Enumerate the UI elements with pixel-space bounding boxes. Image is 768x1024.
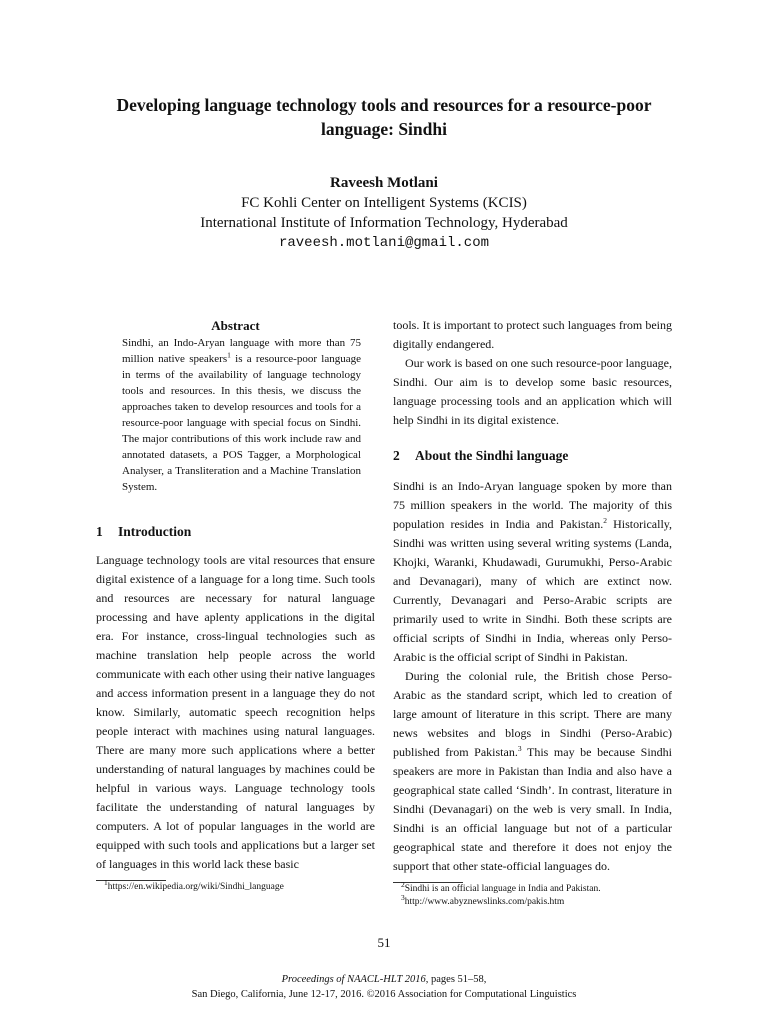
- abstract-text-part-2: is a resource-poor language in terms of the availability of language technology tools and resources. In this thesis, we discuss the approaches taken to develop resources and tools for a resource-poor language with special focus on Sindhi. The major contributions of this work include raw and annotated datasets, a POS Tagger, a Morphological Analyser, a Transliteration and a Machine Translation System.: [122, 353, 361, 493]
- abstract-text-part-1: Sindhi, an Indo-Aryan language with more than 75 million native speakers: [122, 337, 361, 365]
- author-block: [90, 173, 678, 253]
- section-number: 2: [393, 448, 400, 463]
- section-heading-introduction: [96, 522, 375, 541]
- page-number: 51: [377, 935, 391, 950]
- footnote-mark-1[interactable]: 1: [227, 350, 231, 360]
- section-title: Introduction: [118, 524, 192, 539]
- affiliation-1: FC Kohli Center on Intelligent Systems (KCIS): [241, 195, 527, 211]
- footnote-3-link[interactable]: http://www.abyznewslinks.com/pakis.htm: [404, 897, 565, 907]
- left-column: [96, 316, 375, 894]
- footnote-2-mark: 2: [401, 879, 405, 889]
- section-heading-about: [393, 446, 672, 465]
- footnote-3-mark: 3: [401, 892, 405, 902]
- footnote-mark-3[interactable]: 3: [517, 744, 522, 753]
- introduction-paragraph-1-continued: tools. It is important to protect such languages from being digitally endangered.: [393, 318, 672, 351]
- introduction-paragraph-2: Our work is based on one such resource-poor language, Sindhi. Our aim is to develop some basic resources, language processing tools and an application which will help Sindhi in its digital existence.: [393, 356, 672, 427]
- footnote-1-mark: 1: [104, 877, 108, 887]
- about-paragraph-2: [393, 667, 672, 876]
- about-paragraph-2-part-1: During the colonial rule, the British chose Perso-Arabic as the standard script, which led to creation of large amount of literature in this script. There are many news websites and blogs in Sindhi (Perso-Arabic) published from Pakistan.: [393, 669, 672, 759]
- about-paragraph-2-part-2: This may be because Sindhi speakers are more in Pakistan than India and also have a geographical state called ‘Sindh’. In contrast, literature in Sindhi (Devanagari) on the web is very small. In India, Sindhi is an official language but not of a particular geographical state and therefore it does not enjoy the support that other state-official languages do.: [393, 745, 673, 873]
- proceedings-pages: , pages 51–58,: [425, 974, 487, 985]
- about-paragraph-1-part-1: Sindhi is an Indo-Aryan language spoken by more than 75 million speakers in the world. The majority of this population resides in India and Pakistan.: [393, 479, 672, 531]
- proceedings-venue: Proceedings of NAACL-HLT 2016: [281, 974, 426, 985]
- paper-title-line-1: Developing language technology tools and resources for a resource-poor: [116, 95, 652, 115]
- about-paragraph-1-part-2: Historically, Sindhi was written using several writing systems (Landa, Khojki, Waranki, Khudawadi, Gurumukhi, Perso-Arabic and Devanagari), many of which are extinct now. Currently, Devanagari and Perso-Arabic scripts are primarily used to write in Sindhi. Both these scripts are official scripts of Sindhi in India, whereas only Perso-Arabic is the official script of Sindhi in Pakistan.: [393, 517, 672, 664]
- section-title: About the Sindhi language: [415, 448, 569, 463]
- paper-title: [90, 93, 678, 141]
- section-number: 1: [96, 524, 103, 539]
- affiliation-2: International Institute of Information Technology, Hyderabad: [200, 215, 568, 231]
- author-email[interactable]: raveesh.motlani@gmail.com: [278, 235, 490, 251]
- footnote-mark-2[interactable]: 2: [603, 516, 607, 525]
- author-name: Raveesh Motlani: [330, 175, 438, 191]
- footnote-1: [96, 877, 375, 894]
- about-paragraph-1: [393, 477, 672, 667]
- footnote-1-link[interactable]: https://en.wikipedia.org/wiki/Sindhi_language: [107, 882, 284, 892]
- footnote-2: [393, 879, 672, 896]
- abstract-text: [122, 335, 361, 495]
- footnote-2-text: Sindhi is an official language in India and Pakistan.: [404, 884, 601, 894]
- proceedings-line-2: San Diego, California, June 12-17, 2016. ©2016 Association for Computational Linguistics: [191, 989, 577, 1000]
- abstract-heading: Abstract: [211, 318, 260, 333]
- footnote-3: [393, 892, 672, 909]
- right-column: [393, 316, 672, 909]
- introduction-paragraph-1: Language technology tools are vital resources that ensure digital existence of a language for a long time. Such tools and resources are necessary for natural language processing and have aplenty applications in the digital era. For instance, cross-lingual technologies such as machine translation help people across the world communicate with each other using their native languages and access information present in a language they do not know. Similarly, automatic speech recognition helps people interact with machines using natural languages. There are many more such applications where a better understanding of natural languages by machines could be helpful in various ways. Language technology tools facilitate the understanding of natural languages by computers. A lot of popular languages in the world are equipped with such tools and applications but a larger set of languages in this world lack these basic: [96, 553, 375, 871]
- paper-title-line-2: language: Sindhi: [321, 119, 447, 139]
- proceedings-footer: [0, 972, 768, 1002]
- proceedings-line-1: [0, 972, 768, 987]
